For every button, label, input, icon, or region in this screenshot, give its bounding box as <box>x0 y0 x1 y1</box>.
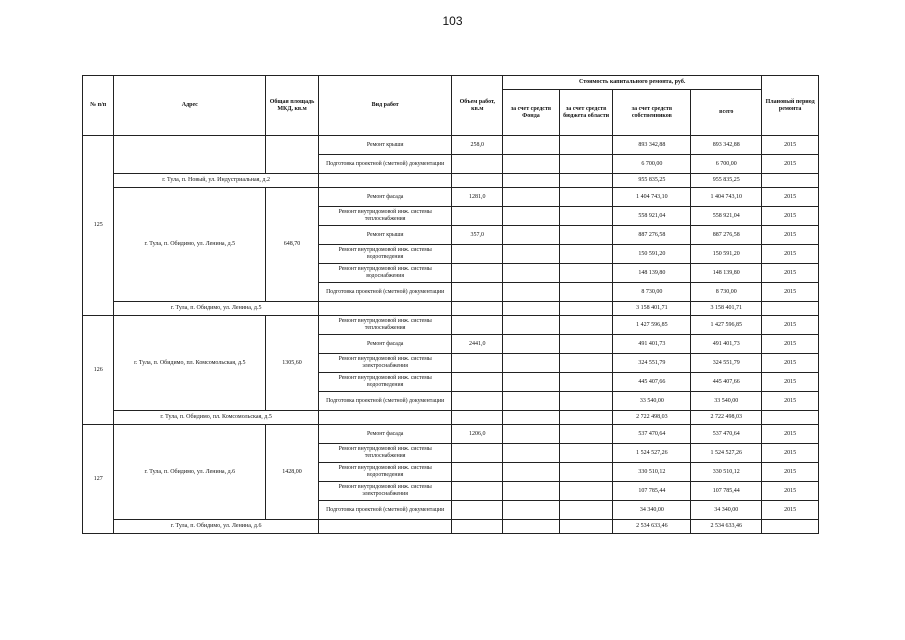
subtotal-row <box>83 520 819 534</box>
subtotal-total: 955 835,25 <box>691 174 762 188</box>
owners-cost-cell: 8 730,00 <box>613 283 691 302</box>
budget-cell <box>559 444 613 463</box>
subtotal-address: г. Тула, п. Новый, ул. Индустриальная, д.2 <box>114 174 318 188</box>
fund-cell <box>503 501 560 520</box>
period-cell: 2015 <box>762 226 819 245</box>
budget-cell <box>559 264 613 283</box>
header-volume: Объем работ, кв.м <box>452 76 503 136</box>
budget-cell <box>559 335 613 354</box>
work-type-cell <box>318 302 452 316</box>
budget-cell <box>559 411 613 425</box>
header-address: Адрес <box>114 76 266 136</box>
period-cell: 2015 <box>762 373 819 392</box>
work-type-cell <box>318 411 452 425</box>
fund-cell <box>503 264 560 283</box>
period-cell: 2015 <box>762 207 819 226</box>
subtotal-row <box>83 174 819 188</box>
header-owners: за счет средств собственников <box>613 90 691 136</box>
owners-cost-cell: 324 551,79 <box>613 354 691 373</box>
subtotal-owners: 2 534 633,46 <box>613 520 691 534</box>
header-cost-group: Стоимость капитального ремонта, руб. <box>503 76 762 90</box>
period-cell: 2015 <box>762 136 819 155</box>
total-cost-cell: 1 404 743,10 <box>691 188 762 207</box>
period-cell <box>762 520 819 534</box>
budget-cell <box>559 136 613 155</box>
volume-cell <box>452 155 503 174</box>
fund-cell <box>503 283 560 302</box>
period-cell: 2015 <box>762 316 819 335</box>
volume-cell: 2441,0 <box>452 335 503 354</box>
area-cell: 1305,60 <box>266 316 319 411</box>
table-row <box>83 136 819 155</box>
period-cell: 2015 <box>762 501 819 520</box>
total-cost-cell: 8 730,00 <box>691 283 762 302</box>
budget-cell <box>559 354 613 373</box>
budget-cell <box>559 245 613 264</box>
fund-cell <box>503 411 560 425</box>
period-cell: 2015 <box>762 155 819 174</box>
owners-cost-cell: 445 407,66 <box>613 373 691 392</box>
owners-cost-cell: 887 276,58 <box>613 226 691 245</box>
period-cell <box>762 411 819 425</box>
total-cost-cell: 148 139,80 <box>691 264 762 283</box>
period-cell: 2015 <box>762 463 819 482</box>
work-type-cell <box>318 174 452 188</box>
budget-cell <box>559 188 613 207</box>
period-cell: 2015 <box>762 245 819 264</box>
fund-cell <box>503 373 560 392</box>
address-cell: г. Тула, п. Обидимо, ул. Ленина, д.5 <box>114 188 266 302</box>
period-cell: 2015 <box>762 425 819 444</box>
table-row <box>83 425 819 444</box>
volume-cell <box>452 501 503 520</box>
owners-cost-cell: 33 540,00 <box>613 392 691 411</box>
header-work: Вид работ <box>318 76 452 136</box>
work-type-cell: Ремонт внутридомовой инж. системы водоотведения <box>318 245 452 264</box>
period-cell: 2015 <box>762 264 819 283</box>
budget-cell <box>559 373 613 392</box>
subtotal-row <box>83 302 819 316</box>
total-cost-cell: 330 510,12 <box>691 463 762 482</box>
budget-cell <box>559 207 613 226</box>
work-type-cell: Ремонт внутридомовой инж. системы водоотведения <box>318 373 452 392</box>
volume-cell <box>452 373 503 392</box>
work-type-cell: Подготовка проектной (сметной) документации <box>318 501 452 520</box>
subtotal-address: г. Тула, п. Обидимо, ул. Ленина, д.6 <box>114 520 318 534</box>
work-type-cell: Ремонт фасада <box>318 188 452 207</box>
period-cell <box>762 302 819 316</box>
table-header <box>83 76 819 136</box>
work-type-cell <box>318 520 452 534</box>
budget-cell <box>559 226 613 245</box>
volume-cell: 258,0 <box>452 136 503 155</box>
subtotal-address: г. Тула, п. Обидимо, ул. Ленина, д.5 <box>114 302 318 316</box>
owners-cost-cell: 150 591,20 <box>613 245 691 264</box>
total-cost-cell: 107 785,44 <box>691 482 762 501</box>
period-cell: 2015 <box>762 283 819 302</box>
period-cell: 2015 <box>762 188 819 207</box>
fund-cell <box>503 354 560 373</box>
subtotal-total: 2 534 633,46 <box>691 520 762 534</box>
subtotal-owners: 955 835,25 <box>613 174 691 188</box>
total-cost-cell: 324 551,79 <box>691 354 762 373</box>
owners-cost-cell: 1 427 596,85 <box>613 316 691 335</box>
period-cell: 2015 <box>762 444 819 463</box>
work-type-cell: Подготовка проектной (сметной) документации <box>318 392 452 411</box>
header-num: № п/п <box>83 76 114 136</box>
header-area: Общая площадь МКД, кв.м <box>266 76 319 136</box>
header-fund: за счет средств Фонда <box>503 90 560 136</box>
area-cell: 648,70 <box>266 188 319 302</box>
budget-cell <box>559 425 613 444</box>
subtotal-owners: 3 158 401,71 <box>613 302 691 316</box>
volume-cell <box>452 316 503 335</box>
owners-cost-cell: 893 342,88 <box>613 136 691 155</box>
volume-cell: 1206,0 <box>452 425 503 444</box>
total-cost-cell: 6 700,00 <box>691 155 762 174</box>
total-cost-cell: 887 276,58 <box>691 226 762 245</box>
volume-cell: 1281,0 <box>452 188 503 207</box>
budget-cell <box>559 316 613 335</box>
budget-cell <box>559 482 613 501</box>
header-period: Плановый период ремонта <box>762 76 819 136</box>
fund-cell <box>503 463 560 482</box>
fund-cell <box>503 425 560 444</box>
fund-cell <box>503 245 560 264</box>
owners-cost-cell: 330 510,12 <box>613 463 691 482</box>
fund-cell <box>503 482 560 501</box>
volume-cell: 357,0 <box>452 226 503 245</box>
fund-cell <box>503 335 560 354</box>
budget-cell <box>559 174 613 188</box>
fund-cell <box>503 444 560 463</box>
work-type-cell: Ремонт фасада <box>318 425 452 444</box>
owners-cost-cell: 148 139,80 <box>613 264 691 283</box>
total-cost-cell: 150 591,20 <box>691 245 762 264</box>
volume-cell <box>452 520 503 534</box>
work-type-cell: Ремонт фасада <box>318 335 452 354</box>
work-type-cell: Ремонт внутридомовой инж. системы водоотведения <box>318 463 452 482</box>
fund-cell <box>503 302 560 316</box>
total-cost-cell: 558 921,04 <box>691 207 762 226</box>
owners-cost-cell: 558 921,04 <box>613 207 691 226</box>
volume-cell <box>452 354 503 373</box>
work-type-cell: Ремонт внутридомовой инж. системы водоснабжения <box>318 264 452 283</box>
row-number: 127 <box>83 425 114 534</box>
budget-cell <box>559 463 613 482</box>
budget-cell <box>559 392 613 411</box>
work-type-cell: Ремонт крыши <box>318 136 452 155</box>
fund-cell <box>503 136 560 155</box>
owners-cost-cell: 107 785,44 <box>613 482 691 501</box>
work-type-cell: Ремонт внутридомовой инж. системы теплоснабжения <box>318 207 452 226</box>
table-row <box>83 188 819 207</box>
fund-cell <box>503 316 560 335</box>
fund-cell <box>503 392 560 411</box>
volume-cell <box>452 283 503 302</box>
subtotal-row <box>83 411 819 425</box>
work-type-cell: Ремонт крыши <box>318 226 452 245</box>
fund-cell <box>503 155 560 174</box>
volume-cell <box>452 245 503 264</box>
volume-cell <box>452 482 503 501</box>
subtotal-address: г. Тула, п. Обидимо, пл. Комсомольская, д.5 <box>114 411 318 425</box>
work-type-cell: Подготовка проектной (сметной) документации <box>318 283 452 302</box>
subtotal-total: 2 722 498,03 <box>691 411 762 425</box>
work-type-cell: Подготовка проектной (сметной) документации <box>318 155 452 174</box>
total-cost-cell: 445 407,66 <box>691 373 762 392</box>
header-budget: за счет средств бюджета области <box>559 90 613 136</box>
table-body <box>83 136 819 534</box>
fund-cell <box>503 520 560 534</box>
subtotal-owners: 2 722 498,03 <box>613 411 691 425</box>
total-cost-cell: 537 470,64 <box>691 425 762 444</box>
volume-cell <box>452 411 503 425</box>
period-cell: 2015 <box>762 482 819 501</box>
budget-cell <box>559 302 613 316</box>
budget-cell <box>559 501 613 520</box>
fund-cell <box>503 188 560 207</box>
budget-cell <box>559 520 613 534</box>
subtotal-total: 3 158 401,71 <box>691 302 762 316</box>
work-type-cell: Ремонт внутридомовой инж. системы теплоснабжения <box>318 444 452 463</box>
address-cell: г. Тула, п. Обидимо, пл. Комсомольская, д.5 <box>114 316 266 411</box>
volume-cell <box>452 207 503 226</box>
repair-table <box>82 75 819 534</box>
volume-cell <box>452 392 503 411</box>
owners-cost-cell: 1 404 743,10 <box>613 188 691 207</box>
fund-cell <box>503 226 560 245</box>
volume-cell <box>452 463 503 482</box>
volume-cell <box>452 444 503 463</box>
period-cell: 2015 <box>762 354 819 373</box>
address-cell: г. Тула, п. Обидимо, ул. Ленина, д.6 <box>114 425 266 520</box>
owners-cost-cell: 34 340,00 <box>613 501 691 520</box>
address-cell <box>114 136 266 174</box>
fund-cell <box>503 174 560 188</box>
owners-cost-cell: 537 470,64 <box>613 425 691 444</box>
row-number: 125 <box>83 136 114 316</box>
area-cell <box>266 136 319 174</box>
row-number: 126 <box>83 316 114 425</box>
owners-cost-cell: 1 524 527,26 <box>613 444 691 463</box>
total-cost-cell: 491 401,73 <box>691 335 762 354</box>
total-cost-cell: 33 540,00 <box>691 392 762 411</box>
table-row <box>83 316 819 335</box>
header-total: всего <box>691 90 762 136</box>
work-type-cell: Ремонт внутридомовой инж. системы теплоснабжения <box>318 316 452 335</box>
owners-cost-cell: 6 700,00 <box>613 155 691 174</box>
period-cell <box>762 174 819 188</box>
area-cell: 1428,00 <box>266 425 319 520</box>
volume-cell <box>452 302 503 316</box>
work-type-cell: Ремонт внутридомовой инж. системы электроснабжения <box>318 354 452 373</box>
total-cost-cell: 34 340,00 <box>691 501 762 520</box>
work-type-cell: Ремонт внутридомовой инж. системы электроснабжения <box>318 482 452 501</box>
period-cell: 2015 <box>762 392 819 411</box>
budget-cell <box>559 155 613 174</box>
page-number: 103 <box>442 14 463 28</box>
total-cost-cell: 1 427 596,85 <box>691 316 762 335</box>
budget-cell <box>559 283 613 302</box>
owners-cost-cell: 491 401,73 <box>613 335 691 354</box>
volume-cell <box>452 174 503 188</box>
period-cell: 2015 <box>762 335 819 354</box>
fund-cell <box>503 207 560 226</box>
volume-cell <box>452 264 503 283</box>
total-cost-cell: 893 342,88 <box>691 136 762 155</box>
total-cost-cell: 1 524 527,26 <box>691 444 762 463</box>
